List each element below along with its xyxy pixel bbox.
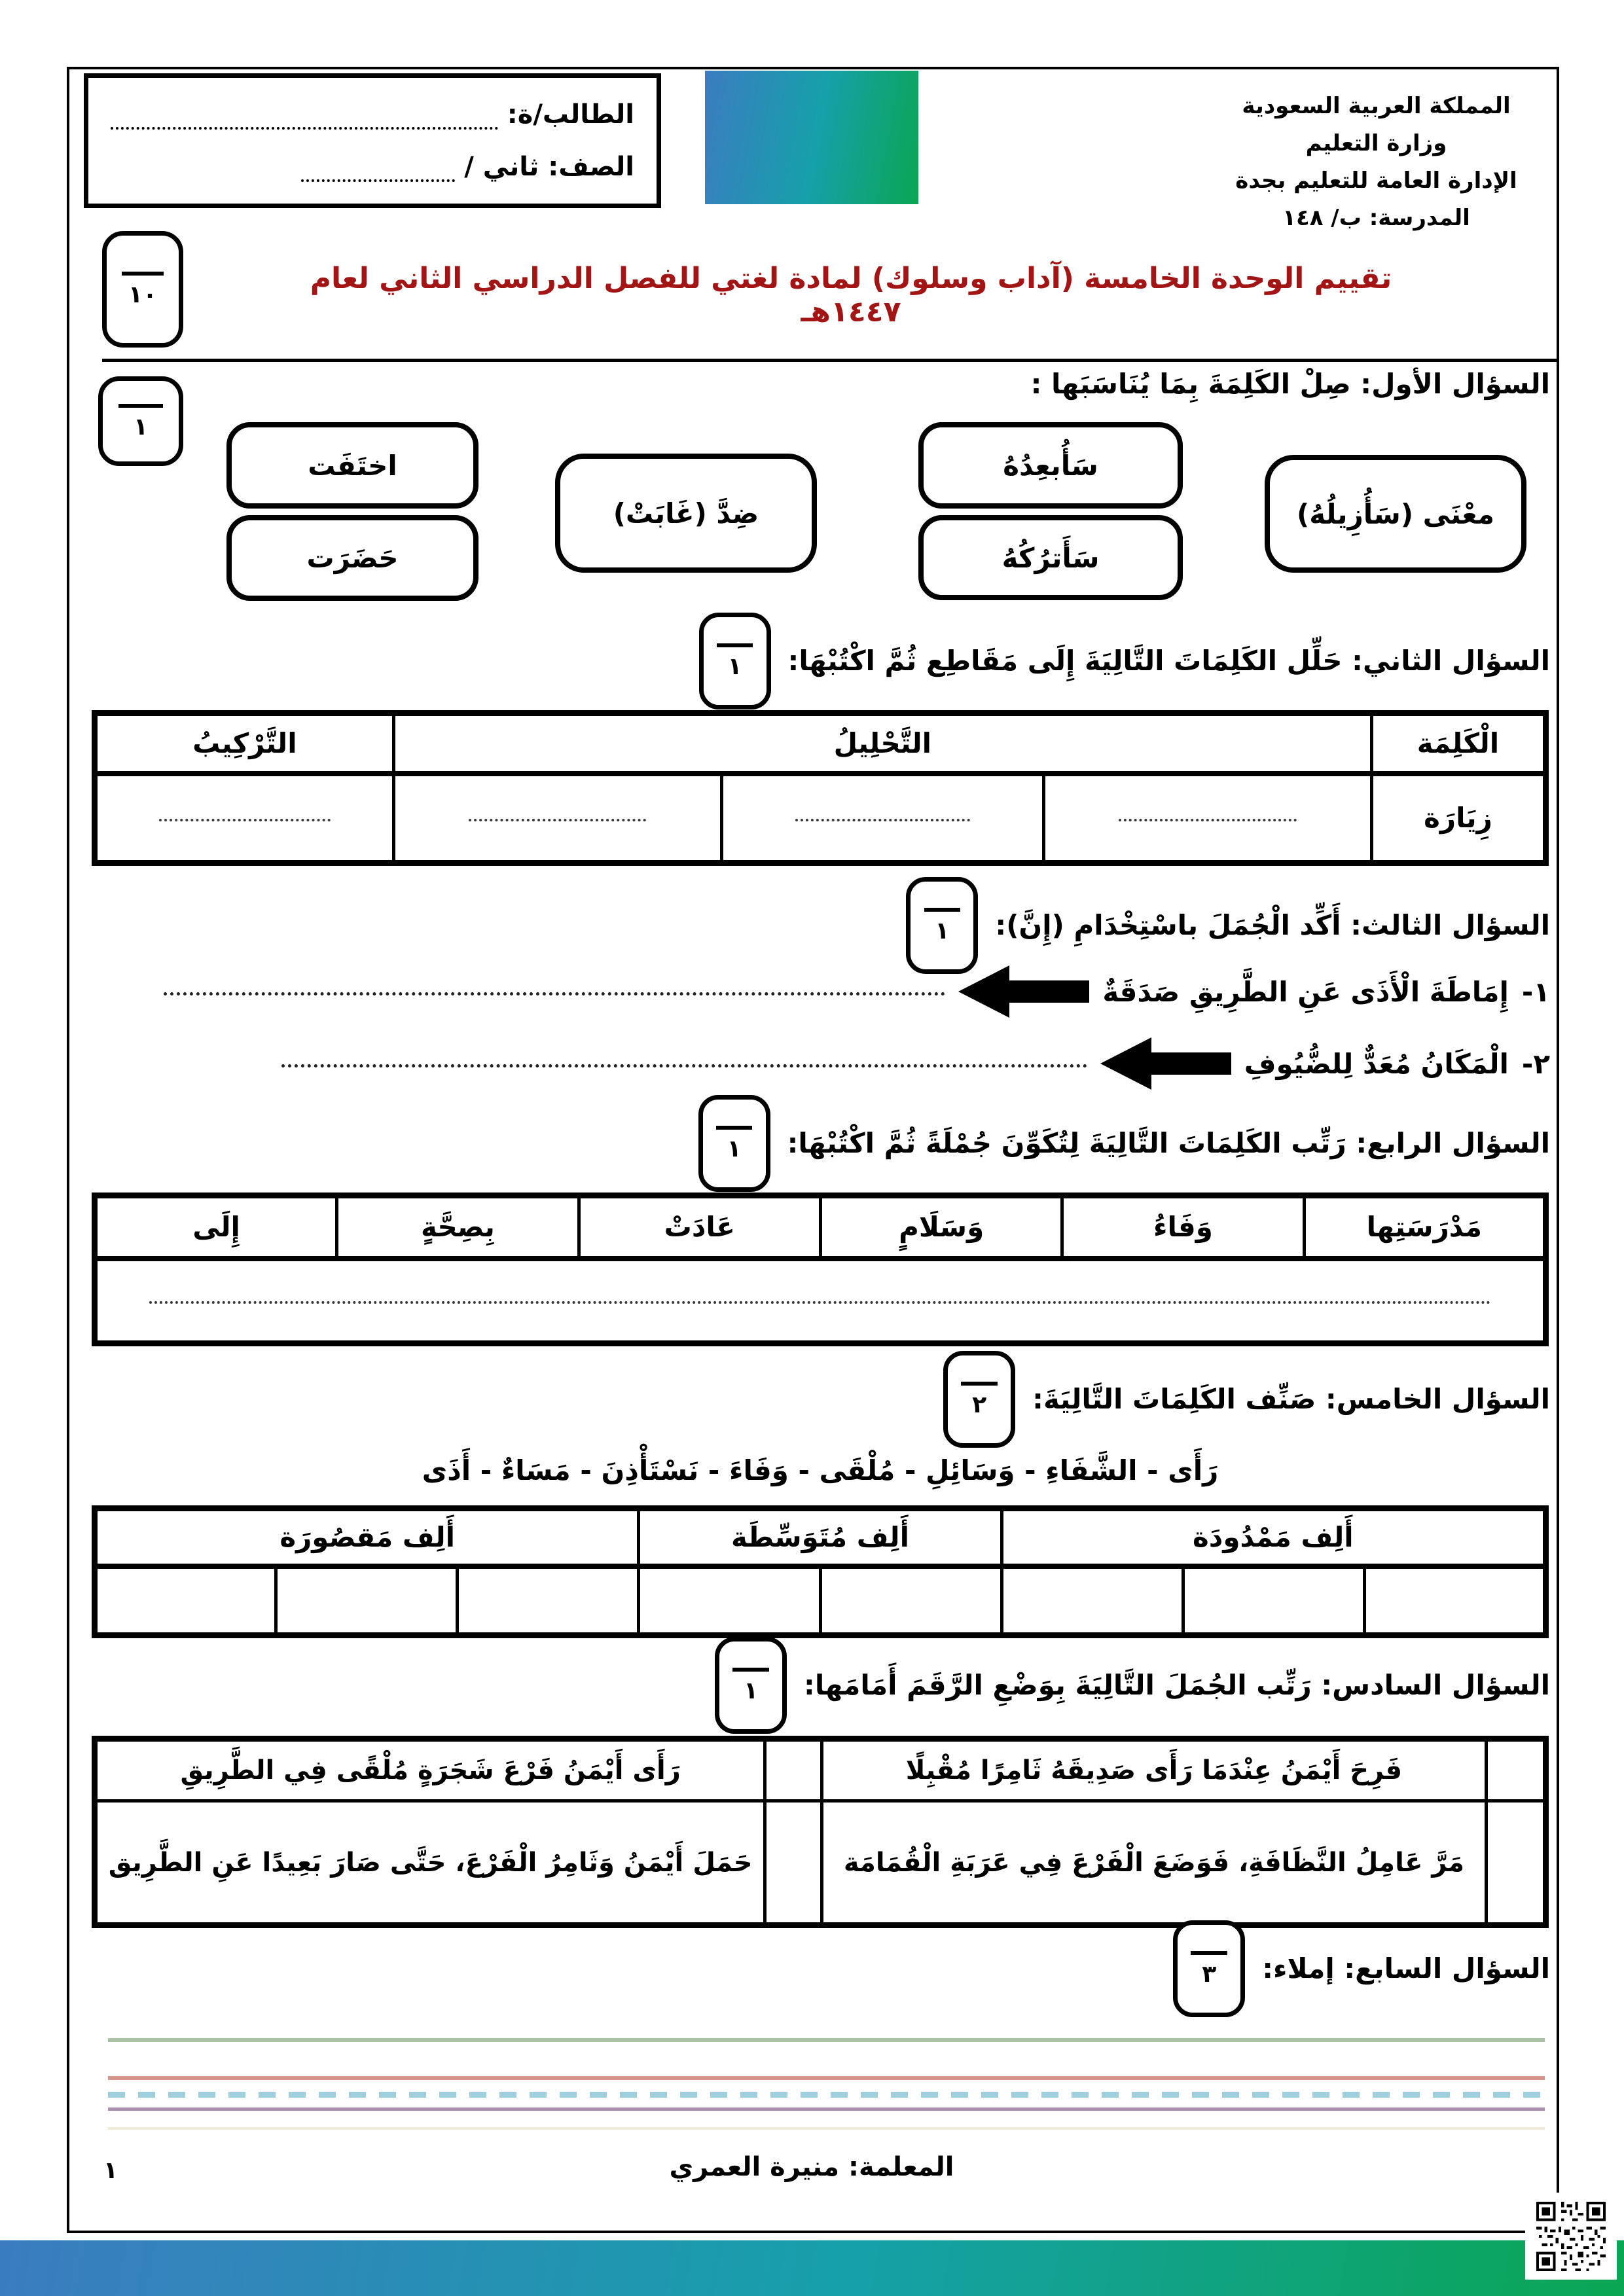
q2-answer-cell[interactable] xyxy=(95,774,394,863)
q6-number-cell[interactable] xyxy=(1487,1801,1546,1926)
qr-code-container xyxy=(1525,2193,1617,2280)
q4-word: وَفَاءُ xyxy=(1062,1196,1304,1259)
q5-answer-cell[interactable] xyxy=(276,1566,458,1636)
q3-score-value: ١ xyxy=(935,918,950,944)
q7-header xyxy=(1173,1923,1550,2015)
q2-analysis-table xyxy=(92,710,1549,866)
q6-sentence: فَرِحَ أَيْمَنُ عِنْدَمَا رَأَى صَدِيقَهُ ثَامِرًا مُقْبِلًا xyxy=(821,1739,1486,1801)
q6-sentence: مَرَّ عَامِلُ النَّظَافَةِ، فَوَضَعَ الْفَرْعَ فِي عَرَبَةِ الْقُمَامَة xyxy=(821,1801,1486,1926)
ministry-logo xyxy=(705,71,918,204)
total-score-box[interactable] xyxy=(102,231,183,348)
q1-box-opposite[interactable]: ضِدَّ (غَابَتْ) xyxy=(555,454,817,573)
q5-header xyxy=(943,1354,1550,1445)
q5-col-maqsura: أَلِف مَقصُورَة xyxy=(95,1509,639,1566)
score-divider-line xyxy=(118,404,162,408)
q4-score-box[interactable] xyxy=(698,1095,770,1192)
q2-answer-cell[interactable] xyxy=(1043,774,1371,863)
q2-col-word: الْكَلِمَة xyxy=(1371,713,1545,774)
total-score-value: ١٠ xyxy=(128,281,157,308)
dictation-guide-line-dashed[interactable] xyxy=(108,2092,1545,2098)
q4-word: مَدْرَسَتِها xyxy=(1304,1196,1545,1259)
q2-score-box[interactable] xyxy=(699,613,771,709)
q2-answer-cell[interactable] xyxy=(393,774,721,863)
q2-header xyxy=(699,615,1550,707)
q5-answer-cell[interactable] xyxy=(639,1566,820,1636)
q1-score-value: ١ xyxy=(134,413,148,440)
q5-words-line: رَأَى - الشَّفَاءِ - وَسَائِلِ - مُلْقَى - وَفَاءَ - نَسْتَأْذِنَ - مَسَاءٌ - أَذَى xyxy=(422,1454,1219,1486)
q3-item-text: الْمَكَانُ مُعَدٌّ لِلضُّيُوفِ xyxy=(1244,1047,1509,1080)
left-arrow-icon xyxy=(1100,1037,1231,1090)
q4-header xyxy=(698,1097,1550,1190)
q3-score-box[interactable] xyxy=(906,877,978,974)
q5-answer-cell[interactable] xyxy=(95,1566,276,1636)
q1-box-meaning[interactable]: معْنَى (سَأُزِيلُهُ) xyxy=(1265,455,1526,573)
q6-sentence: حَمَلَ أَيْمَنُ وَثَامِرُ الْفَرْعَ، حَتَّى صَارَ بَعِيدًا عَنِ الطَّرِيق xyxy=(95,1801,765,1926)
q2-title: السؤال الثاني: حَلِّل الكَلِمَاتَ التَّالِيَةَ إِلَى مَقَاطِع ثُمَّ اكْتُبْهَا: xyxy=(787,644,1550,677)
q5-col-mamduda: أَلِف مَمْدُودَة xyxy=(1001,1509,1545,1566)
title-divider xyxy=(102,359,1557,362)
score-divider-line xyxy=(924,908,961,912)
q3-title: السؤال الثالث: أَكِّد الْجُمَلَ باسْتِخْدَامِ (إِنَّ): xyxy=(995,908,1550,941)
q2-score-value: ١ xyxy=(727,653,742,680)
q1-box-saatrukuhu[interactable]: سَأَترُكُهُ xyxy=(918,515,1183,600)
q6-order-table xyxy=(92,1736,1549,1928)
q5-answer-cell[interactable] xyxy=(1183,1566,1364,1636)
ministry-line-ministry: وزارة التعليم xyxy=(1305,130,1447,156)
q2-word-cell: زِيَارَة xyxy=(1371,774,1545,863)
q5-answer-cell[interactable] xyxy=(820,1566,1001,1636)
q2-answer-cell[interactable] xyxy=(721,774,1043,863)
q5-classify-table xyxy=(92,1505,1549,1638)
q6-sentence: رَأَى أَيْمَنُ فَرْعَ شَجَرَةٍ مُلْقًى فِي الطَّرِيقِ xyxy=(95,1739,765,1801)
q6-number-cell[interactable] xyxy=(765,1801,821,1926)
q5-score-box[interactable] xyxy=(943,1351,1015,1448)
q3-answer-line[interactable] xyxy=(164,992,945,996)
q4-answer-cell[interactable] xyxy=(95,1259,1546,1344)
q3-item-number: ١- xyxy=(1521,975,1550,1008)
student-info-box xyxy=(84,73,661,208)
q5-answer-cell[interactable] xyxy=(1364,1566,1545,1636)
q7-score-box[interactable] xyxy=(1173,1920,1245,2017)
q3-item-text: إِمَاطَةَ الْأَذَى عَنِ الطَّرِيقِ صَدَقَةٌ xyxy=(1102,975,1509,1008)
ministry-line-school: المدرسة: ب/ ١٤٨ xyxy=(1282,205,1470,231)
score-divider-line xyxy=(716,1126,753,1130)
student-name-row xyxy=(111,99,634,130)
q1-box-saobiduhu[interactable]: سَأُبعِدُهُ xyxy=(918,422,1183,509)
page-number: ١ xyxy=(103,2157,118,2184)
q6-score-value: ١ xyxy=(744,1677,759,1704)
q5-title: السؤال الخامس: صَنِّف الكَلِمَاتَ التَّالِيَةَ: xyxy=(1032,1382,1550,1415)
q2-col-structure: التَّرْكِيبُ xyxy=(95,713,394,774)
q7-title: السؤال السابع: إملاء: xyxy=(1262,1952,1550,1984)
score-divider-line xyxy=(717,643,753,647)
q3-item-1 xyxy=(164,962,1550,1021)
q5-answer-cell[interactable] xyxy=(1001,1566,1183,1636)
q1-header xyxy=(1031,368,1550,401)
class-field[interactable] xyxy=(301,173,455,182)
footer-brand-bar xyxy=(0,2240,1624,2296)
q3-answer-line[interactable] xyxy=(281,1064,1087,1067)
dictation-guide-line-purple[interactable] xyxy=(108,2108,1545,2111)
q7-score-value: ٣ xyxy=(1202,1961,1217,1988)
q3-header xyxy=(906,877,1550,974)
q4-title: السؤال الرابع: رَتِّب الكَلِمَاتَ التَّالِيَةَ لِتُكَوِّنَ جُمْلَةً ثُمَّ اكْتُبْهَا: xyxy=(787,1126,1550,1159)
class-row xyxy=(111,152,634,182)
q5-answer-cell[interactable] xyxy=(458,1566,639,1636)
ministry-line-country: المملكة العربية السعودية xyxy=(1242,93,1511,119)
score-divider-line xyxy=(961,1382,998,1386)
dictation-guide-line-red[interactable] xyxy=(108,2076,1545,2080)
q4-word: إِلَى xyxy=(95,1196,337,1259)
q5-score-value: ٢ xyxy=(972,1391,987,1418)
q3-item-2 xyxy=(281,1034,1550,1093)
teacher-name: المعلمة: منيرة العمري xyxy=(669,2152,954,2182)
q2-col-analysis: التَّحْلِيلُ xyxy=(393,713,1371,774)
q4-words-table xyxy=(92,1193,1549,1346)
class-label: الصف: ثاني / xyxy=(464,152,634,182)
dictation-guide-line-cream xyxy=(108,2127,1545,2130)
q6-score-box[interactable] xyxy=(715,1637,787,1734)
page-title: تقييم الوحدة الخامسة (آداب وسلوك) لمادة لغتي للفصل الدراسي الثاني لعام ١٤٤٧هـ xyxy=(310,262,1392,329)
q1-box-hadarat[interactable]: حَضَرَت xyxy=(226,515,478,601)
q4-score-value: ١ xyxy=(727,1136,742,1162)
q4-word: عَادَتْ xyxy=(579,1196,820,1259)
q6-number-cell[interactable] xyxy=(1487,1739,1546,1801)
q6-header xyxy=(715,1640,1550,1731)
q1-box-ikhtafat[interactable]: اختَفَت xyxy=(226,422,478,509)
q1-title: السؤال الأول: صِلْ الكَلِمَةَ بِمَا يُنَاسَبَها : xyxy=(1030,368,1550,400)
qr-code-icon xyxy=(1536,2202,1606,2271)
q4-word: بِصِحَّةٍ xyxy=(337,1196,579,1259)
ministry-line-administration: الإدارة العامة للتعليم بجدة xyxy=(1235,168,1517,194)
score-divider-line xyxy=(1191,1951,1227,1955)
ministry-block xyxy=(1198,88,1555,237)
student-name-label: الطالب/ة: xyxy=(507,99,634,130)
q3-item-number: ٢- xyxy=(1521,1047,1550,1080)
q6-number-cell[interactable] xyxy=(765,1739,821,1801)
q1-score-box[interactable] xyxy=(98,376,183,466)
left-arrow-icon xyxy=(958,965,1089,1018)
student-name-field[interactable] xyxy=(111,120,498,130)
dictation-guide-line-green[interactable] xyxy=(108,2038,1545,2042)
q5-col-mutawassita: أَلِف مُتَوَسِّطَة xyxy=(639,1509,1001,1566)
q4-word: وَسَلَامٍ xyxy=(820,1196,1062,1259)
q6-title: السؤال السادس: رَتِّب الجُمَلَ التَّالِيَةَ بِوَضْعِ الرَّقَمَ أَمَامَها: xyxy=(804,1668,1550,1701)
score-divider-line xyxy=(732,1668,769,1672)
score-divider-line xyxy=(122,272,164,276)
